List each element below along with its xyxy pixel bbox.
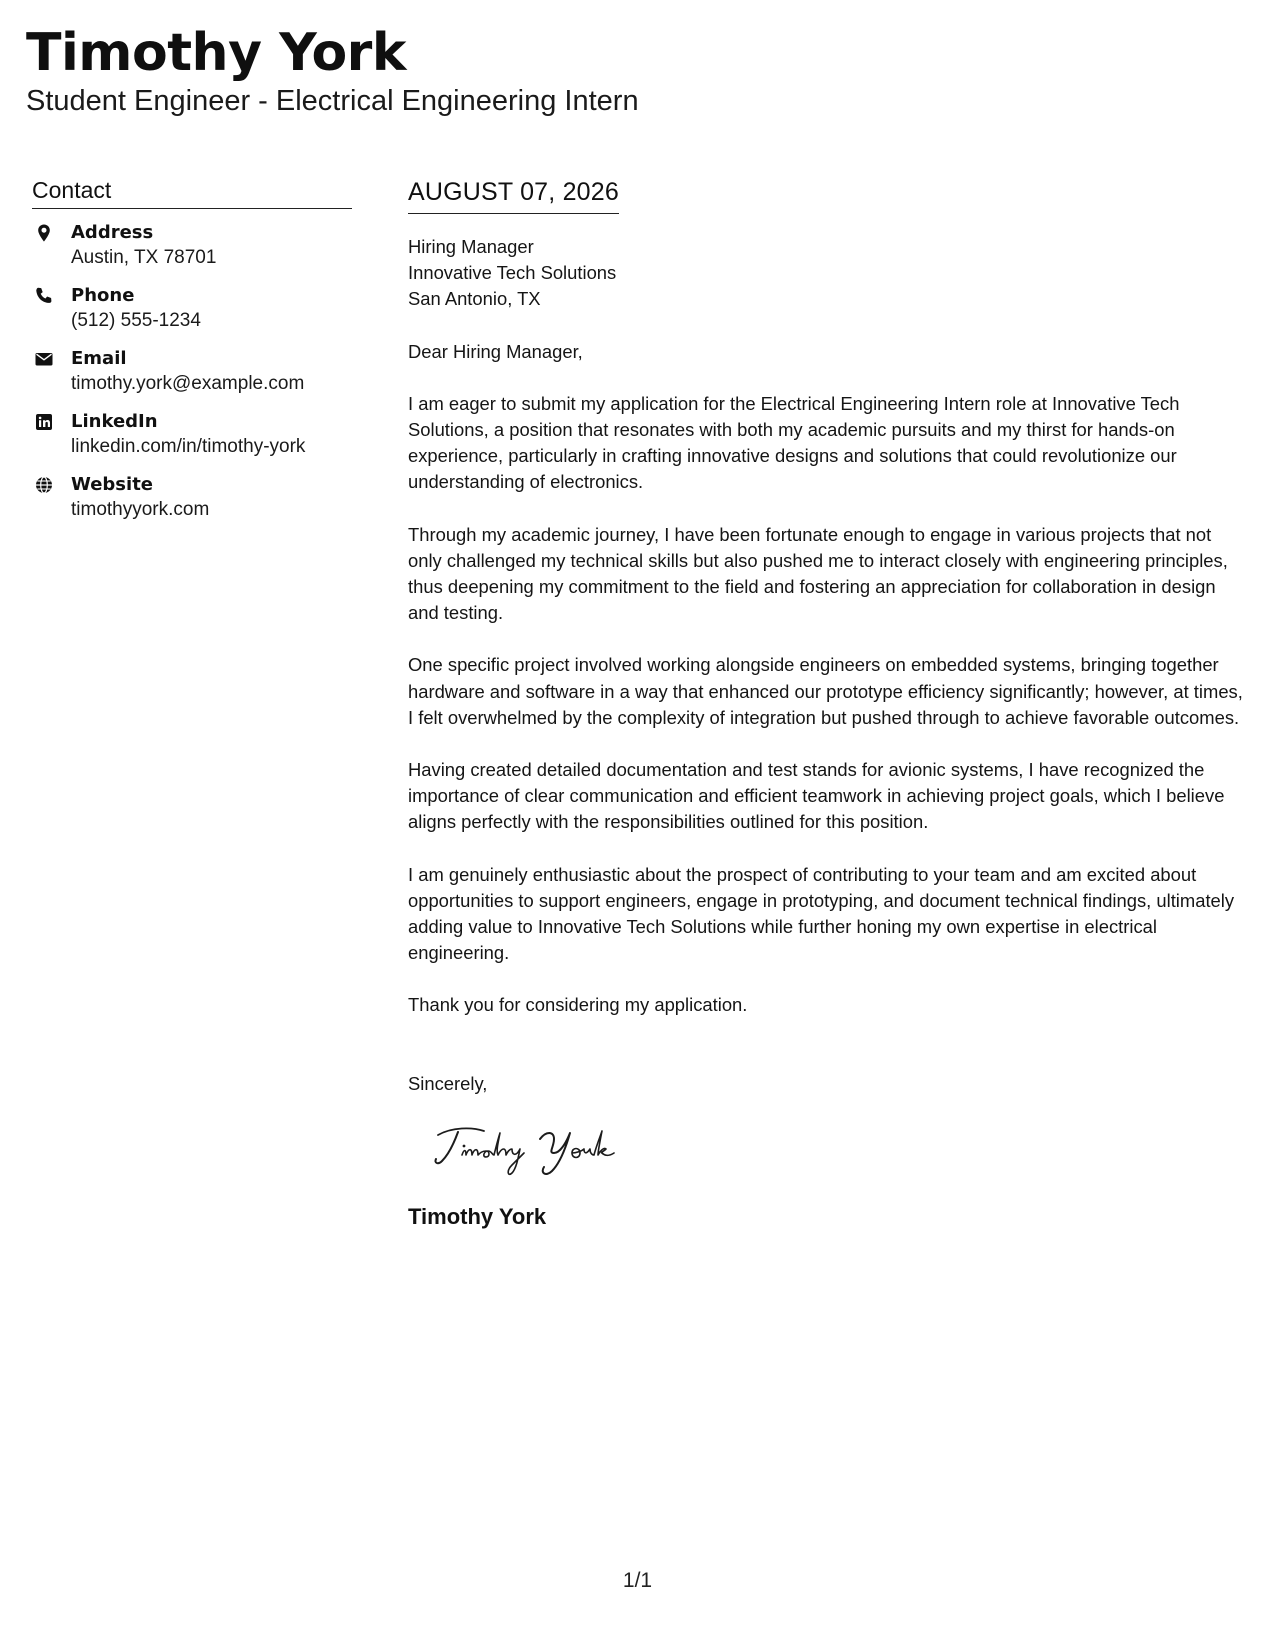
contact-value: timothyyork.com [71,499,210,520]
contact-label: Website [71,474,154,495]
recipient-company: Innovative Tech Solutions [408,262,617,284]
contact-value: linkedin.com/in/timothy-york [71,436,306,457]
phone-icon [34,286,54,306]
contact-label: LinkedIn [71,411,158,432]
page-number: 1/1 [622,1569,653,1592]
recipient-location: San Antonio, TX [408,288,541,310]
contact-sidebar [32,176,352,536]
contact-item-linkedin [32,410,352,473]
applicant-role: Student Engineer - Electrical Engineering Intern [26,85,639,117]
contact-list [32,221,352,536]
salutation: Dear Hiring Manager, [408,340,583,362]
handwritten-signature [432,1119,1243,1181]
recipient-title: Hiring Manager [408,236,534,257]
contact-item-email [32,347,352,410]
letter-paragraph: Through my academic journey, I have been fortunate enough to engage in various projects that not only challenged my technical skills but also pushed me to interact closely with engineering principles, thus deepening my commitment to the field and fostering an appreciation for collaboration in design and testing. [408,523,1228,624]
signed-name: Timothy York [408,1203,547,1229]
contact-label: Email [71,348,127,369]
linkedin-icon [34,412,54,432]
globe-icon [34,475,54,495]
contact-value: (512) 555-1234 [71,310,201,331]
letter-paragraph: One specific project involved working alongside engineers on embedded systems, bringing together hardware and software in a way that enhanced our prototype efficiency significantly; however, at times, I felt overwhelmed by the complexity of integration but pushed through to achieve favorable outcomes. [408,654,1243,728]
envelope-icon [34,349,54,369]
contact-value: timothy.york@example.com [71,373,305,394]
applicant-name: Timothy York [26,23,406,83]
contact-item-address [32,221,352,284]
closing: Sincerely, [408,1072,488,1094]
header [26,22,639,118]
letter-paragraph: Thank you for considering my application. [408,994,748,1016]
letter-date: AUGUST 07, 2026 [408,176,619,214]
map-pin-icon [34,223,54,243]
contact-label: Phone [71,285,135,306]
contact-item-phone [32,284,352,347]
contact-heading: Contact [32,176,352,209]
contact-item-website [32,473,352,536]
letter-paragraph: I am genuinely enthusiastic about the prospect of contributing to your team and am excited about opportunities to support engineers, engage in prototyping, and document technical findings, ultimately adding value to Innovative Tech Solutions while further honing my own expertise in electrical engineering. [408,863,1235,964]
letter-paragraph: I am eager to submit my application for the Electrical Engineering Intern role at Innovative Tech Solutions, a position that resonates with both my academic pursuits and my thirst for hands-on experience, particularly in crafting innovative designs and solutions that could revolutionize our understanding of electronics. [408,392,1180,493]
letter-body [408,176,1243,1231]
contact-value: Austin, TX 78701 [71,247,217,268]
letter-paragraph: Having created detailed documentation and test stands for avionic systems, I have recognized the importance of clear communication and efficient teamwork in achieving project goals, which I believe aligns perfectly with the responsibilities outlined for this position. [408,759,1225,833]
recipient-block [408,234,1243,313]
contact-label: Address [71,222,154,243]
